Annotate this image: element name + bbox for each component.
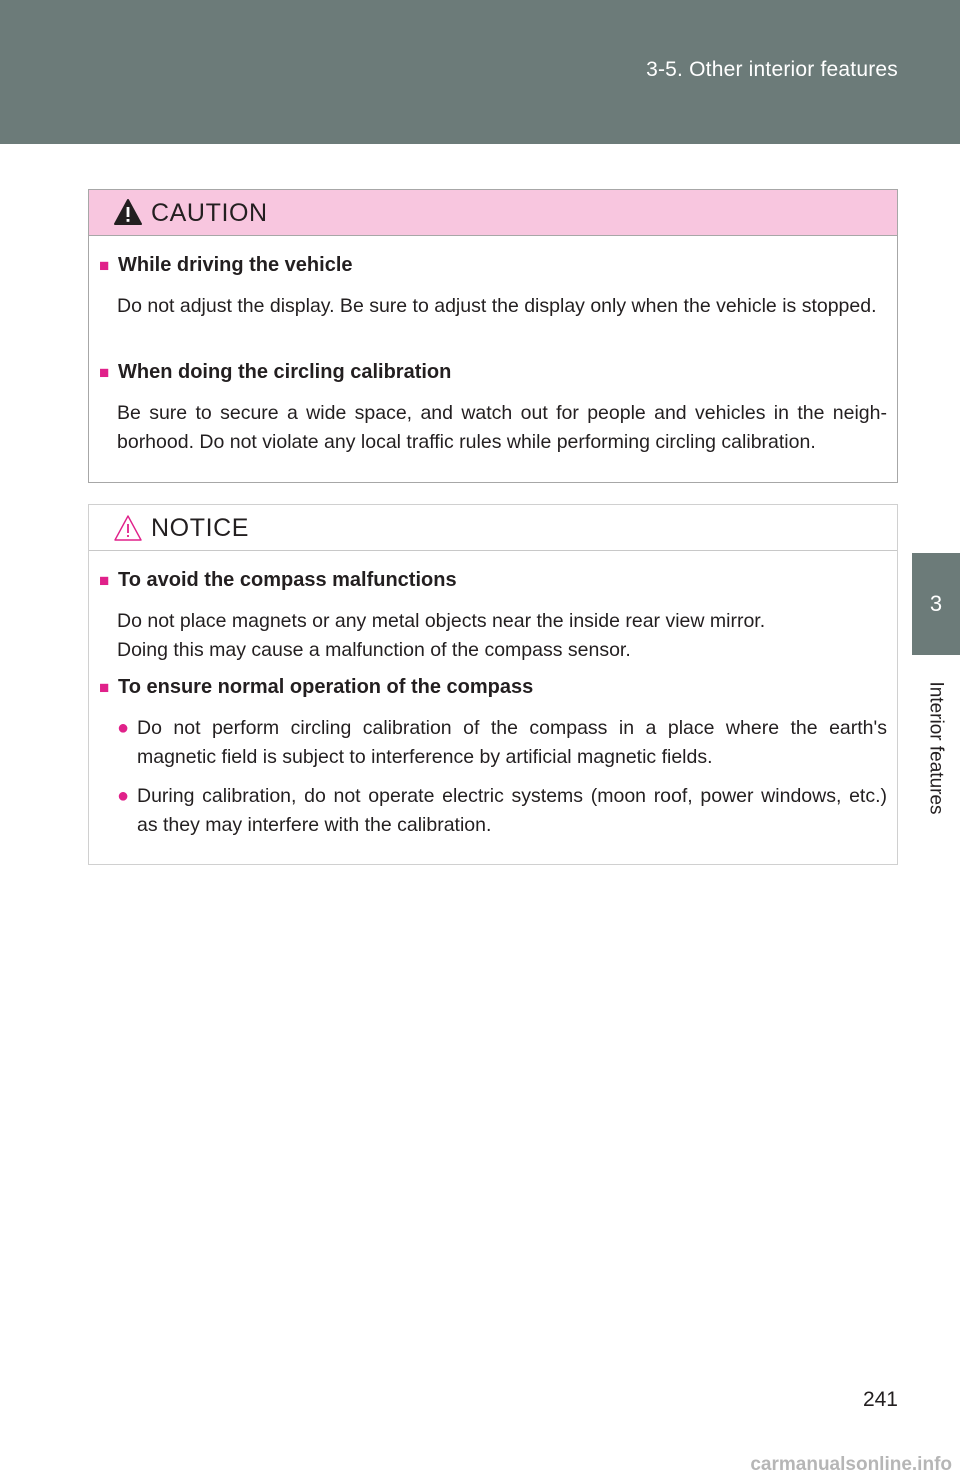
square-bullet-icon: ■ xyxy=(99,571,110,590)
section-title: 3-5. Other interior features xyxy=(646,58,898,81)
notice-bullet: ● Do not perform circling calibration of the compass in a place where the earth's magnetic field is subject to interference by artificial magnetic fields. xyxy=(117,714,887,772)
caution-item-title: ■ When doing the circling calibration xyxy=(99,361,452,383)
notice-item-text: Do not place magnets or any metal objects near the inside rear view mirror. xyxy=(117,610,766,632)
caution-header xyxy=(89,190,897,236)
square-bullet-icon: ■ xyxy=(99,363,110,382)
caution-item-title: ■ While driving the vehicle xyxy=(99,254,353,276)
watermark[interactable]: carmanualsonline.info xyxy=(750,1454,952,1475)
notice-bullet: ● During calibration, do not operate electric systems (moon roof, power windows, etc.) as they may interfere with the calibration. xyxy=(117,782,887,840)
round-bullet-icon: ● xyxy=(117,785,130,807)
chapter-label xyxy=(916,668,956,828)
notice-header xyxy=(89,505,897,551)
square-bullet-icon: ■ xyxy=(99,256,110,275)
notice-box xyxy=(88,504,898,865)
notice-item-title: ■ To avoid the compass malfunctions xyxy=(99,569,457,591)
warning-triangle-filled-icon xyxy=(113,198,143,226)
chapter-label-text: Interior features xyxy=(926,681,948,815)
square-bullet-icon: ■ xyxy=(99,678,110,697)
notice-item-text: Doing this may cause a malfunction of the compass sensor. xyxy=(117,639,631,661)
chapter-tab[interactable]: 3 xyxy=(912,553,960,655)
caution-item-text: Do not adjust the display. Be sure to adjust the display only when the vehicle is stopped. xyxy=(117,295,877,317)
warning-triangle-outline-icon xyxy=(113,513,143,543)
page-header xyxy=(0,0,960,144)
page-number: 241 xyxy=(862,1388,898,1411)
caution-item-text: Be sure to secure a wide space, and watch out for people and vehicles in the neigh-borhood. Do not violate any local traffic rules while performing circling calibration. xyxy=(117,402,887,453)
caution-box xyxy=(88,189,898,483)
caution-heading: CAUTION xyxy=(151,199,268,227)
notice-heading: NOTICE xyxy=(151,514,250,542)
notice-item-title: ■ To ensure normal operation of the compass xyxy=(99,676,534,698)
round-bullet-icon: ● xyxy=(117,717,130,739)
